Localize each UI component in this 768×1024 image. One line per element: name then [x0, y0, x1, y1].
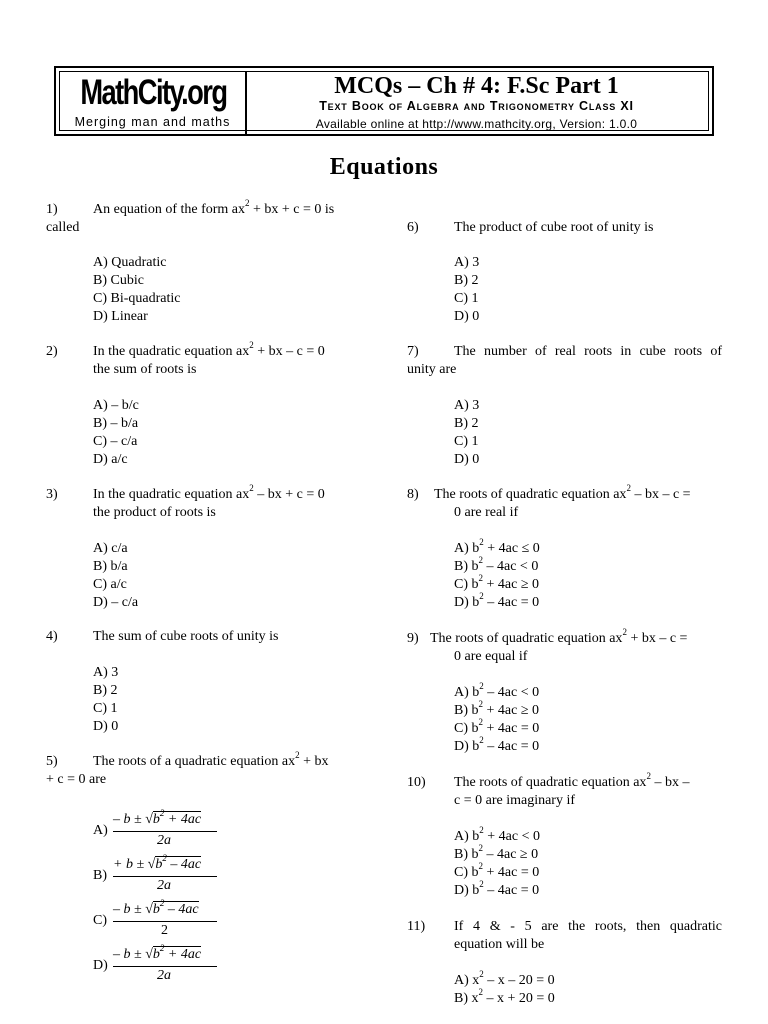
option-a: A) – b/c	[93, 398, 139, 413]
option-a: A) 3	[93, 665, 119, 680]
option-b: B) $b^2 - 4ac < 0$	[454, 555, 539, 574]
option-b-label: B)	[93, 868, 107, 883]
question-text-continued: c = 0 are imaginary if	[454, 793, 576, 808]
option-a: A) c/a	[93, 541, 128, 556]
formula-denominator: 2a	[157, 833, 171, 848]
option-d: D) – c/a	[93, 595, 139, 610]
option-b: B) $b^2 + 4ac \ge 0$	[454, 699, 540, 718]
document-url-line: Available online at http://www.mathcity.org, Version: 1.0.0	[315, 117, 638, 131]
question-number: 7)	[407, 344, 419, 359]
fraction-bar	[113, 921, 217, 922]
question-text: An equation of the form $ax^2$ + bx + c = 0 is	[93, 198, 335, 217]
option-a-formula	[113, 808, 218, 852]
option-c: C) $b^2 + 4ac \ge 0$	[454, 573, 540, 592]
fraction-bar	[113, 831, 217, 832]
option-d: D) Linear	[93, 309, 148, 324]
question-text: The number of real roots in cube roots of	[454, 344, 722, 359]
fraction-bar	[113, 966, 217, 967]
question-text-continued: 0 are real if	[454, 505, 519, 520]
option-d-label: D)	[93, 958, 108, 973]
page-title: Equations	[329, 154, 439, 180]
document-subtitle: Text Book of Algebra and Trigonometry Class XI	[319, 99, 634, 113]
fraction-bar	[113, 876, 217, 877]
option-d: D) $b^2 - 4ac = 0$	[454, 879, 540, 898]
question-text: The roots of quadratic equation $ax^2$ – bx –	[454, 771, 690, 790]
document-title: MCQs – Ch # 4: F.Sc Part 1	[334, 73, 619, 99]
option-b: B) b/a	[93, 559, 128, 574]
option-a: A) $b^2 + 4ac < 0$	[454, 825, 540, 844]
question-number: 9)	[407, 631, 419, 646]
formula-numerator: + $b \pm √b^2 - 4ac$	[113, 853, 202, 872]
question-text: The roots of a quadratic equation $ax^2$ + bx	[93, 750, 329, 769]
question-number: 4)	[46, 629, 58, 644]
question-text-continued: 0 are equal if	[454, 649, 528, 664]
question-number: 8)	[407, 487, 419, 502]
formula-denominator: 2	[161, 923, 168, 938]
option-c: C) 1	[93, 701, 118, 716]
question-text: In the quadratic equation $ax^2$ + bx – c = 0	[93, 340, 325, 359]
option-a: A) $x^2 - x - 20 = 0$	[454, 969, 555, 988]
option-c: C) a/c	[93, 577, 127, 592]
question-number: 2)	[46, 344, 58, 359]
logo-box	[60, 72, 247, 134]
option-d: D) 0	[93, 719, 119, 734]
header-box	[54, 66, 714, 136]
question-number: 11)	[407, 919, 426, 934]
option-a: A) 3	[454, 255, 480, 270]
question-text: The product of cube root of unity is	[454, 220, 654, 235]
option-b: B) – b/a	[93, 416, 139, 431]
formula-numerator: – $b \pm √b^2 - 4ac$	[113, 898, 199, 917]
question-text: The roots of quadratic equation $ax^2$ + bx – c =	[430, 627, 688, 646]
option-c: C) Bi-quadratic	[93, 291, 181, 306]
option-c: C) 1	[454, 434, 479, 449]
question-text: The roots of quadratic equation $ax^2$ – bx – c =	[434, 483, 691, 502]
formula-denominator: 2a	[157, 968, 171, 983]
option-a: A) $b^2 - 4ac < 0$	[454, 681, 540, 700]
question-text-continued: equation will be	[454, 937, 545, 952]
option-c: C) $b^2 + 4ac = 0$	[454, 717, 540, 736]
option-d: D) a/c	[93, 452, 128, 467]
question-text: The sum of cube roots of unity is	[93, 629, 279, 644]
option-c: C) $b^2 + 4ac = 0$	[454, 861, 540, 880]
question-number: 5)	[46, 754, 58, 769]
question-text: In the quadratic equation $ax^2$ – bx + c = 0	[93, 483, 325, 502]
option-b: B) 2	[454, 273, 479, 288]
option-b: B) $x^2 - x + 20 = 0$	[454, 987, 555, 1006]
question-number: 1)	[46, 202, 58, 217]
question-text: If 4 & - 5 are the roots, then quadratic	[454, 919, 722, 934]
question-text-continued: + c = 0 are	[46, 772, 107, 787]
question-text-continued: called	[46, 220, 80, 235]
option-b: B) $b^2 - 4ac \ge 0$	[454, 843, 539, 862]
option-a: A) Quadratic	[93, 255, 167, 270]
question-number: 6)	[407, 220, 419, 235]
site-logo: MathCity.org	[80, 73, 227, 112]
radicand: $b^2 + 4ac$	[152, 943, 202, 962]
option-a: A) 3	[454, 398, 480, 413]
question-text-continued: the product of roots is	[93, 505, 216, 520]
question-number: 3)	[46, 487, 58, 502]
option-a: A) $b^2 + 4ac \le 0$	[454, 537, 540, 556]
question-text-continued: the sum of roots is	[93, 362, 197, 377]
option-b: B) Cubic	[93, 273, 144, 288]
site-tagline: Merging man and maths	[74, 115, 231, 129]
formula-numerator: – $b \pm √b^2 + 4ac$	[113, 943, 202, 962]
option-b-formula	[113, 853, 218, 897]
radicand: $b^2 - 4ac$	[152, 898, 199, 917]
question-text-continued: unity are	[407, 362, 457, 377]
option-a-label: A)	[93, 823, 108, 838]
option-d: D) $b^2 - 4ac = 0$	[454, 735, 540, 754]
option-d: D) 0	[454, 309, 480, 324]
formula-numerator: – $b \pm √b^2 + 4ac$	[113, 808, 202, 827]
option-d-formula	[113, 943, 218, 987]
question-number: 10)	[407, 775, 426, 790]
formula-denominator: 2a	[157, 878, 171, 893]
option-c-label: C)	[93, 913, 107, 928]
option-b: B) 2	[93, 683, 118, 698]
radicand: $b^2 - 4ac$	[155, 853, 202, 872]
option-c: C) – c/a	[93, 434, 138, 449]
option-c-formula	[113, 898, 218, 942]
option-d: D) $b^2 - 4ac = 0$	[454, 591, 540, 610]
option-c: C) 1	[454, 291, 479, 306]
option-b: B) 2	[454, 416, 479, 431]
option-d: D) 0	[454, 452, 480, 467]
radicand: $b^2 + 4ac$	[152, 808, 202, 827]
header-inner-frame	[59, 71, 709, 131]
